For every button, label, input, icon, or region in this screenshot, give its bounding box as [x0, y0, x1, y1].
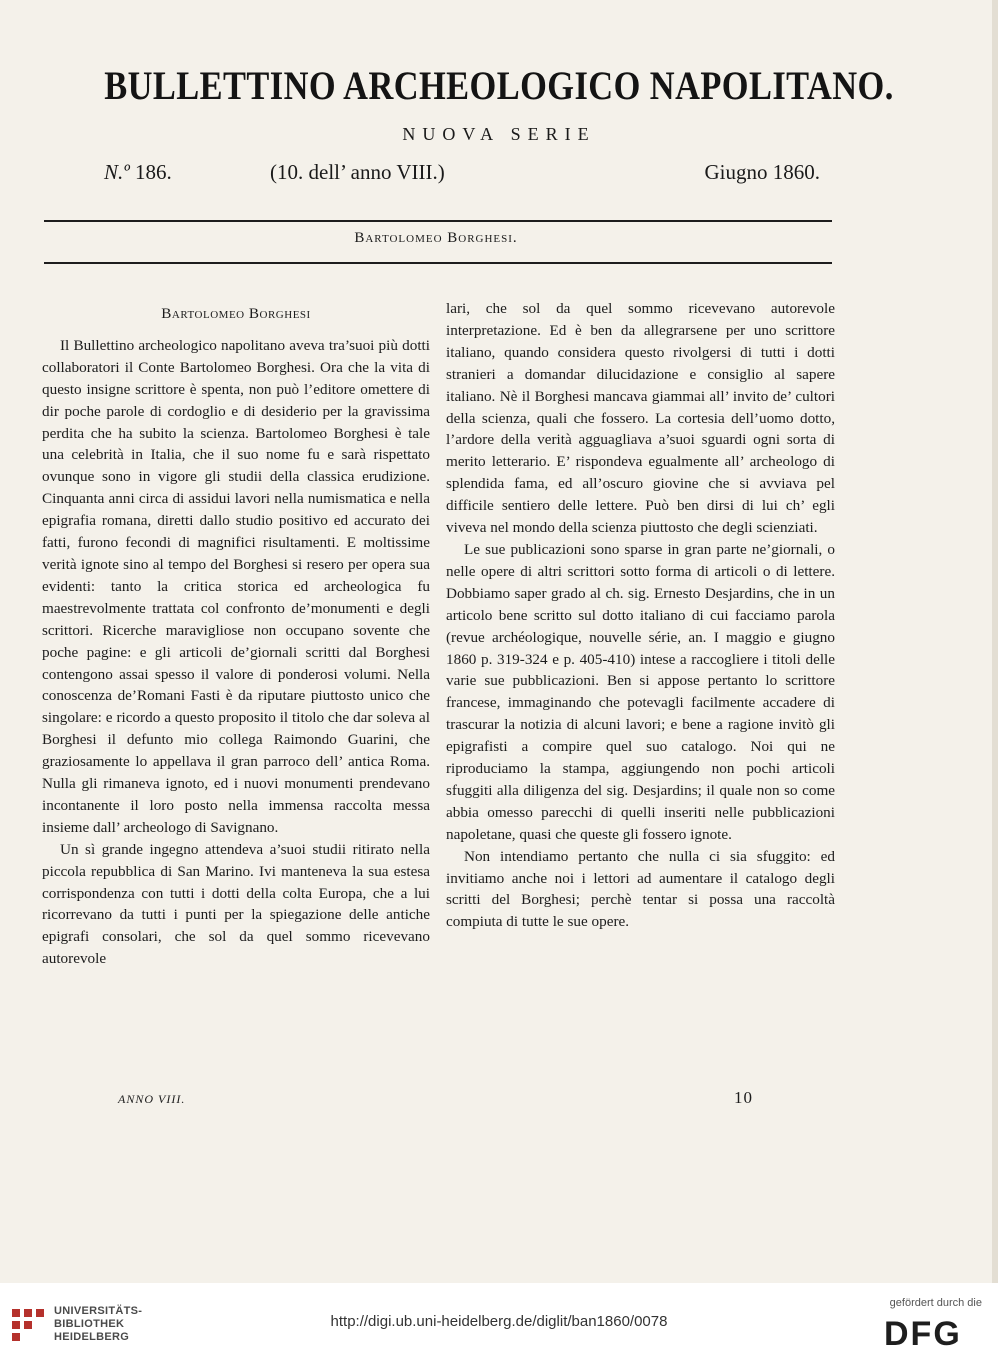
- issue-number-label: N.º: [104, 160, 130, 184]
- right-paragraph-3: Non intendiamo pertanto che nulla ci sia sfuggito: ed invitiamo anche noi i lettori ad aumentare il catalogo degli scritti del Borghesi; perchè tentar si possa una raccoltà compiuta di tutte le sue opere.: [446, 847, 835, 931]
- right-paragraph-2: Le sue publicazioni sono sparse in gran parte ne’giornali, o nelle opere di altri scrittori sotto forma di articoli o di lettere. Dobbiamo saper grado al ch. sig. Ernesto Desjardins, che in un articolo bene scritto sul dotto italiano di cui facciamo parola (revue archéologique, nouvelle série, an. I maggio e giugno 1860 p. 319-324 e p. 405-410) intese a raccogliere i titoli delle varie sue pubblicazioni. Ben si appose pertanto lo scrittore francese, immaginando che potevagli facilmente accadere di trascurar la notizia di alcuni lavori; e bene a ragione invitò gli epigrafisti a compire quel suo catalogo. Noi qui ne riproduciamo la stampa, aggiungendo non pochi articoli sfuggiti alla diligenza del sig. Desjardins; il quale non so come abbia omesso parecchi di quelli inseriti nelle pubblicazioni napoletane, quasi che queste gli fossero ignote.: [446, 540, 835, 843]
- library-name-line1: UNIVERSITÄTS-: [54, 1305, 143, 1317]
- left-column: [42, 298, 430, 970]
- issue-date: Giugno 1860.: [704, 160, 820, 184]
- dfg-logo-icon: [882, 1315, 980, 1349]
- right-paragraph-1: lari, che sol da quel sommo ricevevano autorevole interpretazione. Ed è ben da allegrarsene per uno scrittore italiano, quando considera questo rivolgersi di tutti i dotti stranieri a domandar dilucidazione e consiglio al sapere italiano. Nè il Borghesi mancava giammai all’ invito de’ cultori della scienza, quali che fossero. La cortesia dell’uomo dotto, l’ardore della verità agguagliava a’suoi sguardi ogni sorta di merito letterario. E’ rispondeva egualmente all’ archeologo di splendida fama, ed all’oscuro giovine che si avviava pel difficile sentiero delle lettere. Può ben dirsi di lui ch’ egli viveva nel mondo della scienza piuttosto che degli scienziati.: [446, 300, 835, 537]
- signature-number: 10: [734, 1088, 753, 1107]
- issue-number: [104, 160, 172, 185]
- funded-by-label: gefördert durch die: [889, 1297, 982, 1309]
- page-edge: [992, 0, 998, 1283]
- footer-bar: [0, 1283, 998, 1362]
- right-column: [446, 298, 835, 933]
- top-rule: [44, 220, 832, 222]
- article-subheading: Bartolomeo Borghesi: [161, 305, 311, 322]
- library-name-line3: HEIDELBERG: [54, 1331, 130, 1343]
- bottom-rule: [44, 262, 832, 264]
- issue-line: [104, 160, 820, 190]
- signature-mark: ANNO VIII.: [118, 1092, 186, 1106]
- library-name-line2: BIBLIOTHEK: [54, 1318, 125, 1330]
- document-url-link[interactable]: http://digi.ub.uni-heidelberg.de/diglit/ban1860/0078: [330, 1313, 668, 1330]
- left-paragraph-2: Un sì grande ingegno attendeva a’suoi studii ritirato nella piccola repubblica di San Marino. Ivi manteneva la sua estesa corrispondenza con tutti i dotti della colta Europa, che a lui ricorrevano da tutti i punti per la spiegazione delle antiche epigrafi consolari, che sol da quel sommo ricevevano autorevole: [42, 840, 430, 968]
- left-paragraph-1: Il Bullettino archeologico napolitano aveva tra’suoi più dotti collaboratori il Conte Bartolomeo Borghesi. Ora che la vita di questo insigne scrittore è spenta, non può l’editore omettere di dir poche parole di cordoglio e di desiderio per la gravissima perdita che ha subito la scienza. Bartolomeo Borghesi è tale una celebrità in Italia, che il suo nome fu e sarà rispettato ovunque sono in vigore gli studii della classica erudizione. Cinquanta anni circa di assidui lavori nella numismatica e nella epigrafia romana, diretti dallo studio positivo ed accurato dei fatti, furono fecondi di magnifici risultamenti. E moltissime verità ignote sino al tempo del Borghesi si resero per opera sua evidenti: tanto la critica storica ed archeologica fu maestrevolmente trattata col confronto de’monumenti e degli scrittori. Ricerche maravigliose non occupano sovente che poche pagine: e gli articoli de’giornali scritti dal Borghesi contengono assai spesso il valore di ponderosi volumi. Nella conoscenza de’Romani Fasti è da riputare piuttosto unico che singolare: e ricordo a questo proposito il titolo che dar soleva al Borghesi il defunto mio collega Raimondo Guarini, che graziosamente lo appellava il gran parroco dell’ antica Roma. Nulla gli rimaneva ignoto, ed i nuovi monumenti prendevano incontanente il loro posto nella immensa raccolta messa insieme dall’ archeologo di Savignano.: [42, 336, 430, 836]
- journal-series: NUOVA SERIE: [402, 124, 596, 144]
- issue-number-value: 186.: [135, 160, 172, 184]
- dfg-logo-text: DFG: [884, 1315, 962, 1349]
- journal-title: BULLETTINO ARCHEOLOGICO NAPOLITANO.: [104, 63, 894, 108]
- issue-year: (10. dell’ anno VIII.): [270, 160, 445, 184]
- article-heading: Bartolomeo Borghesi.: [354, 230, 518, 246]
